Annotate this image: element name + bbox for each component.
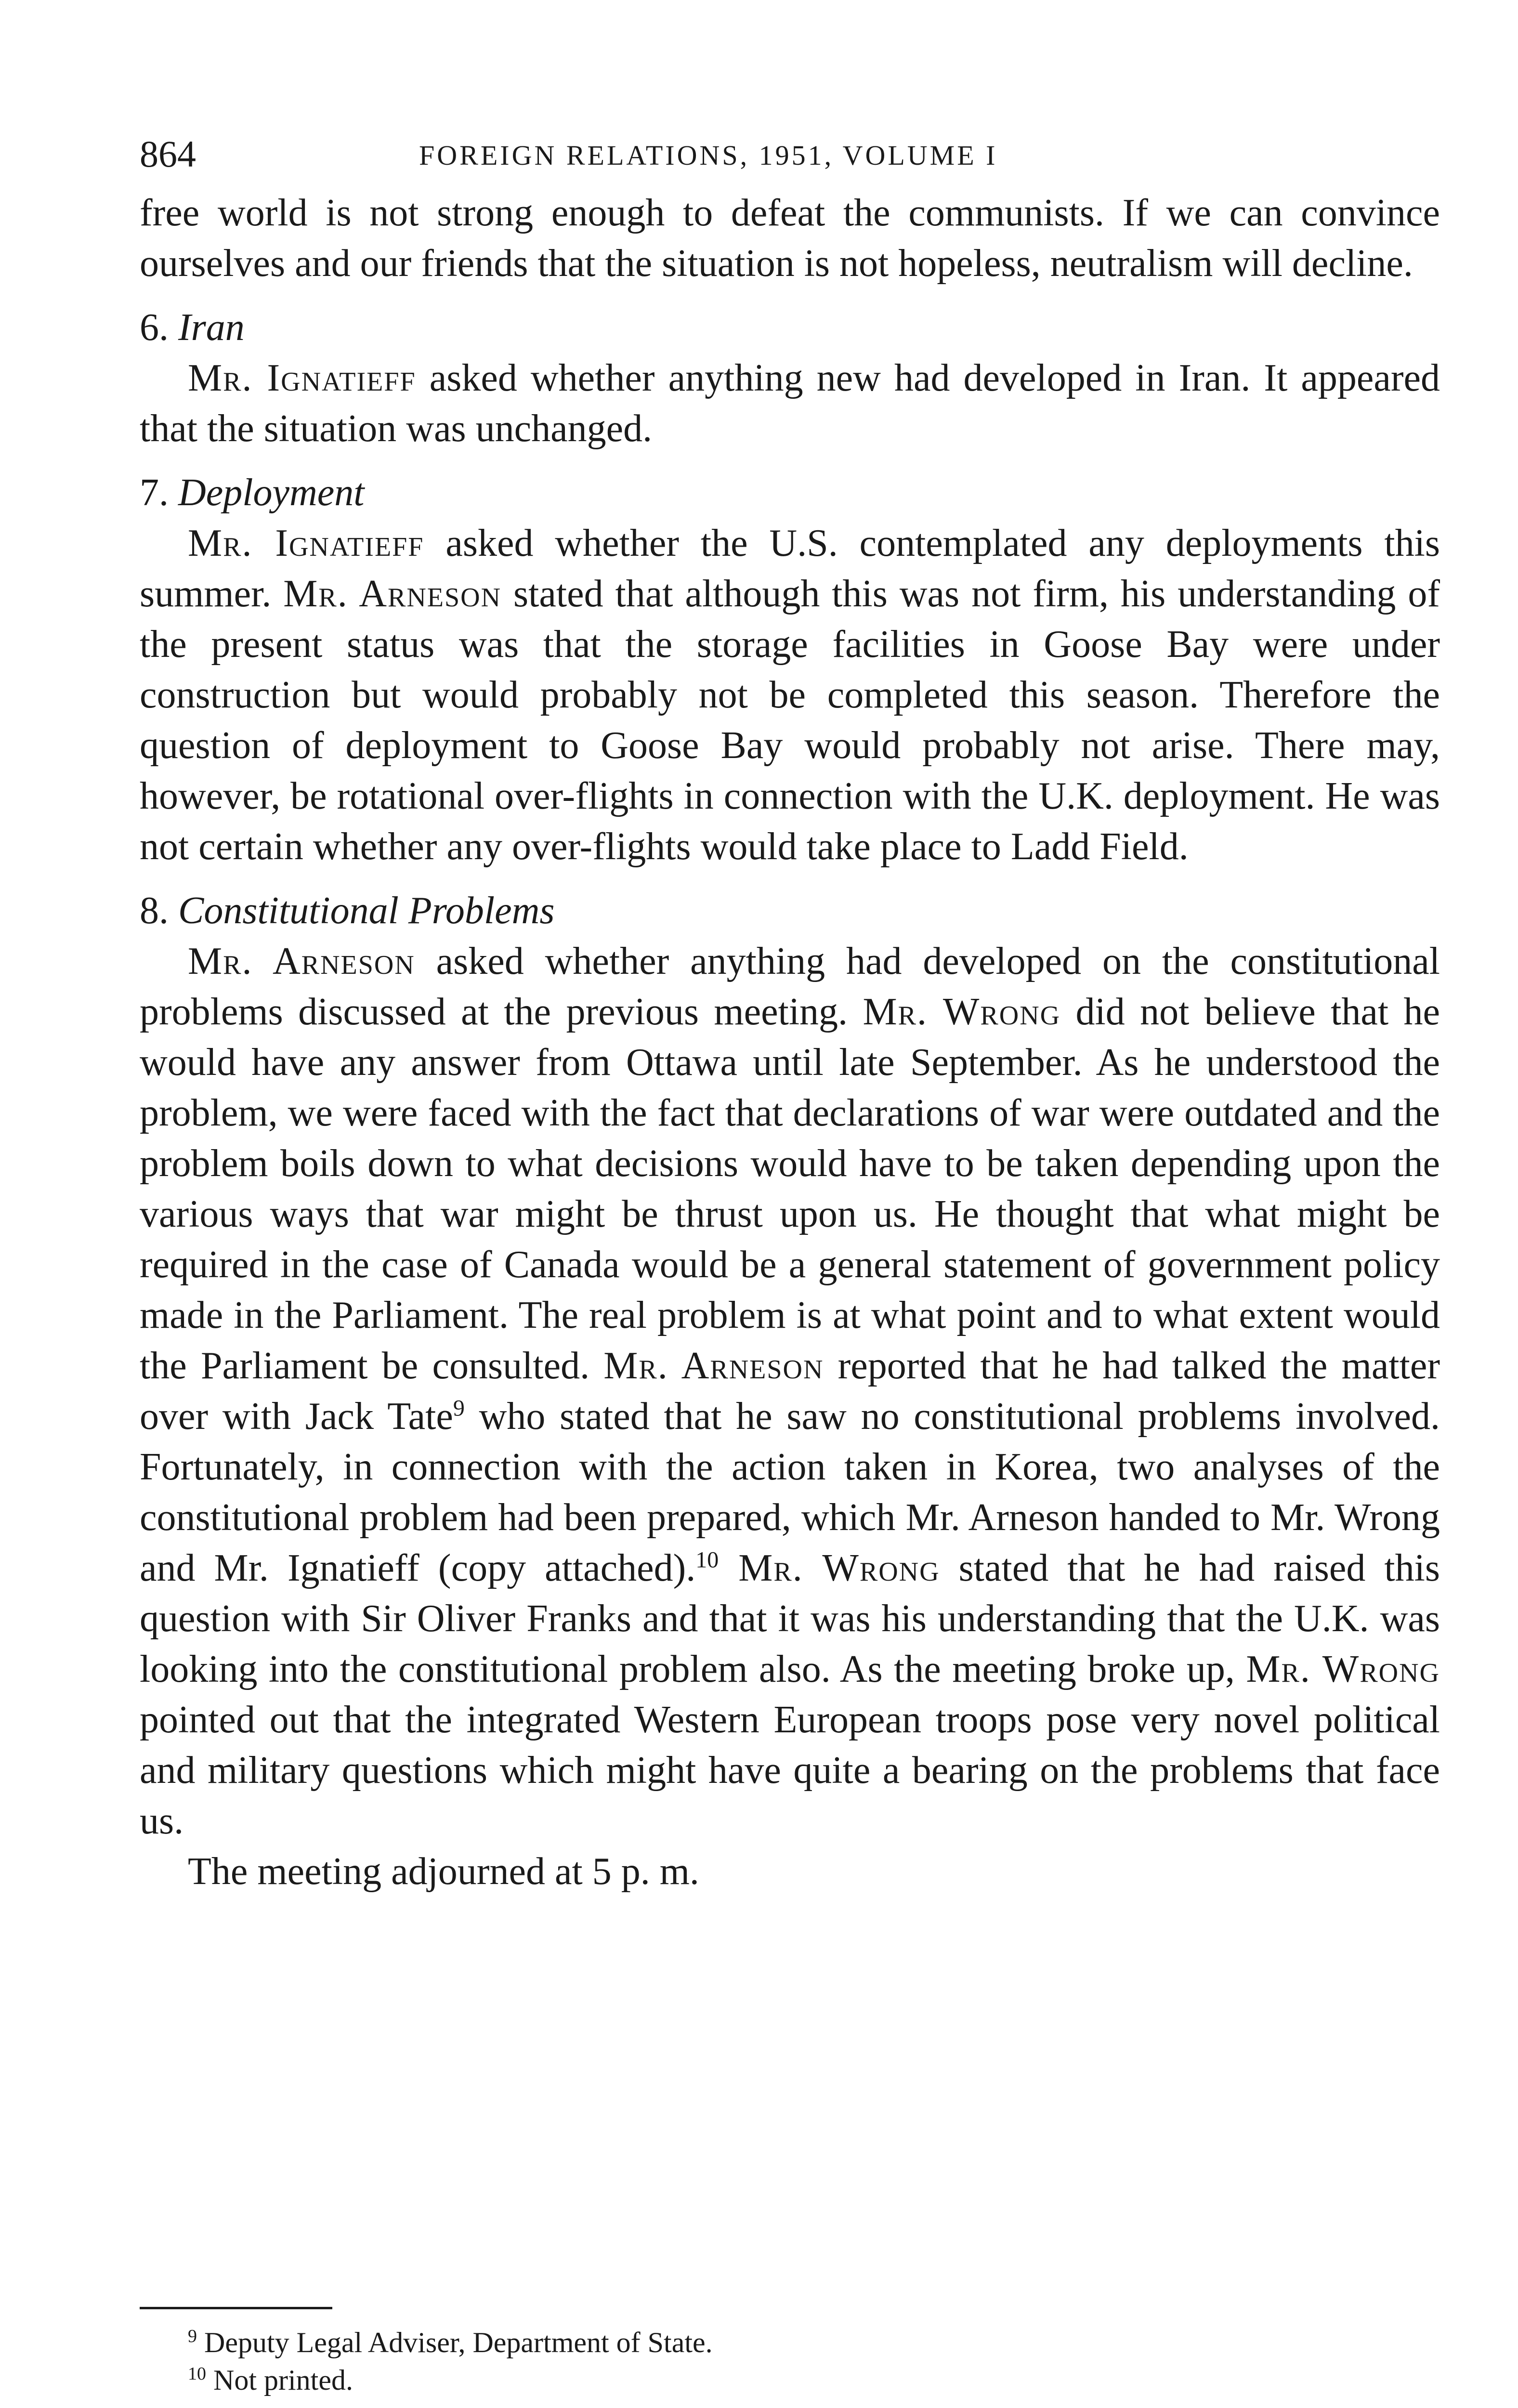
speaker-name: Mr. Wrong [719, 1547, 940, 1589]
body-text [140, 188, 1440, 1897]
document-page [140, 130, 1440, 1897]
section-paragraph [140, 936, 1440, 1846]
speaker-name: Mr. Arneson [283, 573, 502, 615]
section-title: Constitutional Problems [178, 890, 555, 932]
section-paragraph [140, 518, 1440, 872]
paragraph-text: did not believe that he would have any answer from Ottawa until late September. As he understood the problem, we were faced with the fact that declarations of war were outdated and the problem boils down to what decisions would have to be taken depending upon the various ways that war might be thrust upon us. He thought that what might be required in the case of Canada would be a general statement of government policy made in the Parliament. The real problem is at what point and to what extent would the Parliament be consulted. [140, 991, 1440, 1387]
section-heading [140, 468, 1440, 518]
footnote-mark: 9 [188, 2326, 197, 2346]
speaker-name: Mr. Arneson [603, 1345, 824, 1387]
footnote [140, 2324, 1440, 2361]
paragraph-text: stated that he had raised this question with Sir Oliver Franks and that it was his understanding that the U.K. was looking into the constitutional problem also. As the meeting broke up, [140, 1547, 1440, 1690]
section-iran [140, 302, 1440, 454]
section-title: Iran [178, 306, 245, 349]
paragraph-text: stated that although this was not firm, his understanding of the present status was that the storage facilities in Goose Bay were under construction but would probably not be completed this season. Therefore the question of deployment to Goose Bay would probably not arise. There may, however, be rotational over-flights in connection with the U.K. deployment. He was not certain whether any over-flights would take place to Ladd Field. [140, 573, 1440, 868]
intro-paragraph: free world is not strong enough to defeat the communists. If we can convince ourselves and our friends that the situation is not hopeless, neutralism will decline. [140, 192, 1440, 285]
section-paragraph [140, 353, 1440, 454]
closing-line: The meeting adjourned at 5 p. m. [188, 1850, 699, 1893]
section-heading [140, 302, 1440, 353]
section-number: 6. [140, 306, 169, 349]
section-heading [140, 886, 1440, 936]
paragraph-text: asked whether anything new had developed in Iran. It appeared that the situation was unchanged. [140, 357, 1440, 450]
footnote-text: Not printed. [206, 2364, 353, 2396]
paragraph-text: asked whether the U.S. contemplated any deployments this summer. [140, 522, 1440, 615]
footnote [140, 2361, 1440, 2399]
footnote-reference[interactable]: 10 [695, 1547, 719, 1573]
speaker-name: Mr. Wrong [863, 991, 1061, 1033]
speaker-name: Mr. Ignatieff [188, 522, 424, 564]
footnote-reference[interactable]: 9 [453, 1395, 465, 1421]
paragraph-text: who stated that he saw no constitutional problems involved. Fortunately, in connection with the action taken in Korea, two analyses of the constitutional problem had been prepared, which Mr. Arneson handed to Mr. Wrong and Mr. Ignatieff (copy attached). [140, 1395, 1440, 1589]
section-number: 7. [140, 471, 169, 514]
paragraph-text: asked whether anything had developed on the constitutional problems discussed at the previous meeting. [140, 940, 1440, 1033]
footnote-mark: 10 [188, 2364, 206, 2384]
section-number: 8. [140, 890, 169, 932]
speaker-name: Mr. Arneson [188, 940, 415, 982]
running-header [140, 130, 1440, 188]
paragraph-text: pointed out that the integrated Western European troops pose very novel political and military questions which might have quite a bearing on the problems that face us. [140, 1699, 1440, 1842]
footnote-divider [140, 2307, 332, 2309]
section-deployment [140, 468, 1440, 872]
section-title: Deployment [178, 471, 365, 514]
page-number: 864 [140, 133, 196, 175]
running-title: FOREIGN RELATIONS, 1951, VOLUME I [419, 140, 998, 171]
speaker-name: Mr. Wrong [1246, 1648, 1440, 1690]
footnotes [140, 2307, 1440, 2399]
section-constitutional-problems [140, 886, 1440, 1897]
speaker-name: Mr. Ignatieff [188, 357, 416, 399]
paragraph-text: reported that he had talked the matter over with Jack Tate [140, 1345, 1440, 1438]
footnote-text: Deputy Legal Adviser, Department of State. [197, 2327, 713, 2358]
